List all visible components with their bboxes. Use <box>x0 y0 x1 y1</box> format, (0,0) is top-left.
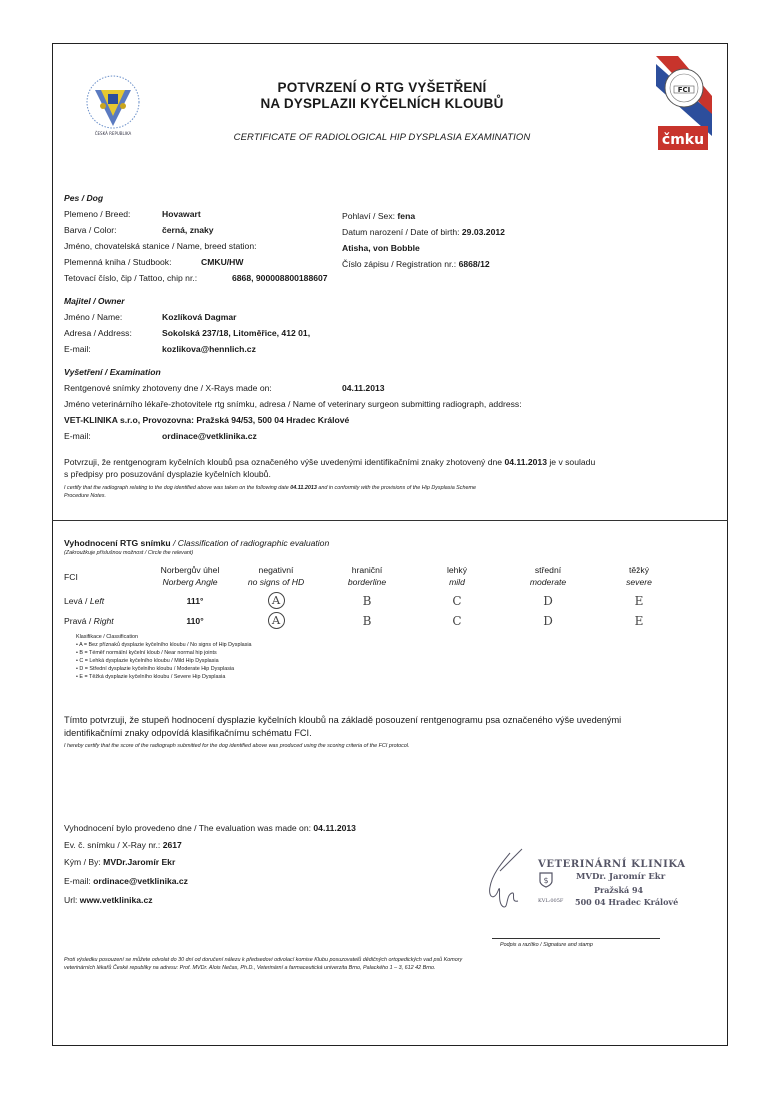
sex-label: Pohlaví / Sex: <box>342 211 396 221</box>
svg-text:ČESKÁ REPUBLIKA: ČESKÁ REPUBLIKA <box>94 131 132 136</box>
appeal-line1: Proti výsledku posouzení se můžete odvolat do 30 dní od doručení nálezu k předsedovi odvolací komise Klubu posuzovatelů dědičných ortopedických vad psů Komory <box>64 957 463 963</box>
evaluation-hint: (Zakroužkuje příslušnou možnost / Circle the relevant) <box>64 550 194 556</box>
owner-section-title: Majitel / Owner <box>64 296 125 306</box>
evaluation-made-date: 04.11.2013 <box>313 823 356 833</box>
grade-a-en: no signs of HD <box>247 577 305 587</box>
certify-line2: Procedure Notes. <box>64 493 106 499</box>
owner-address-value: Sokolská 237/18, Litoměřice, 412 01, <box>162 328 311 338</box>
classification-line: • D = Střední dysplazie kyčelního kloubu / Moderate Hip Dysplasia <box>76 666 235 672</box>
svg-text:čmku: čmku <box>661 132 705 148</box>
breed-label: Plemeno / Breed: <box>64 209 131 219</box>
breed-value: Hovawart <box>162 209 201 219</box>
owner-name-value: Kozlíková Dagmar <box>162 312 237 322</box>
footer-email: E-mail: ordinace@vetklinika.cz <box>64 876 188 886</box>
confirm-line2: s předpisy pro posuzování dysplazie kyčelních kloubů. <box>64 469 271 479</box>
stamp-street: Pražská 94 <box>594 885 644 895</box>
col-angle-cz: Norbergův úhel <box>160 565 220 575</box>
classification-line: • E = Těžká dysplazie kyčelního kloubu / Severe Hip Dysplasia <box>76 674 226 680</box>
exam-email-label: E-mail: <box>64 431 91 441</box>
classification-line: • C = Lehká dysplazie kyčelního kloubu / Mild Hip Dysplasia <box>76 658 219 664</box>
grade-b-en: borderline <box>347 577 387 587</box>
reg-label: Číslo zápisu / Registration nr.: <box>342 259 457 269</box>
grade-a-cz: negativní <box>258 565 294 575</box>
certify-line1: I certify that the radiograph relating to the dog identified above was taken on the following date 04.11.2013 and in conformity with the provisions of the Hip Dysplasia Scheme <box>64 485 476 491</box>
right-grade-e[interactable]: E <box>634 614 644 628</box>
stamp-doctor: MVDr. Jaromír Ekr <box>576 872 666 882</box>
confirm-date: 04.11.2013 <box>504 457 547 467</box>
grade-e-cz: těžký <box>628 565 650 575</box>
exam-email-value: ordinace@vetklinika.cz <box>162 431 257 441</box>
owner-email-value: kozlikova@hennlich.cz <box>162 344 256 354</box>
classification-title: Klasifikace / Classification <box>76 634 139 640</box>
right-angle: 110° <box>186 616 204 626</box>
dob-label: Datum narození / Date of birth: <box>342 227 460 237</box>
owner-name-label: Jméno / Name: <box>64 312 123 322</box>
xray-made-label: Rentgenové snímky zhotoveny dne / X-Rays made on: <box>64 383 272 393</box>
dog-section-title: Pes / Dog <box>64 193 104 203</box>
confirm-line1: Potvrzuji, že rentgenogram kyčelních kloubů psa označeného výše uvedenými identifikačními znaky zhotovený dne 04.11.2013 je v souladu <box>64 457 596 467</box>
signature-label: Podpis a razítko / Signature and stamp <box>500 942 593 948</box>
stamp-clinic: VETERINÁRNÍ KLINIKA <box>538 859 686 870</box>
title-en: CERTIFICATE OF RADIOLOGICAL HIP DYSPLASIA EXAMINATION <box>233 132 531 143</box>
color-value: černá, znaky <box>162 225 214 235</box>
left-grade-e[interactable]: E <box>634 594 644 608</box>
grade-d-cz: střední <box>534 565 562 575</box>
statement-en: I hereby certify that the score of the radiograph submitted for the dog identified above was produced using the scoring criteria of the FCI protocol. <box>64 743 410 749</box>
tattoo-value: 6868, 900008800188607 <box>232 273 328 283</box>
left-grade-c[interactable]: C <box>452 594 462 608</box>
vet-label: Jméno veterinárního lékaře-zhotovitele rtg snímku, adresa / Name of veterinary surgeon submitting radiograph, address: <box>64 399 522 409</box>
svg-text:$: $ <box>543 876 549 885</box>
name-value: Atisha, von Bobble <box>342 243 420 253</box>
evaluation-made: Vyhodnocení bylo provedeno dne / The evaluation was made on: 04.11.2013 <box>64 823 356 833</box>
classification-line: • B = Téměř normální kyčelní kloub / Near normal hip joints <box>76 650 217 656</box>
studbook-label: Plemenná kniha / Studbook: <box>64 257 172 267</box>
classification-line: • A = Bez příznaků dysplazie kyčelního kloubu / No signs of Hip Dysplasia <box>76 642 252 648</box>
footer-url: Url: www.vetklinika.cz <box>64 895 153 905</box>
title-cz-line1: POTVRZENÍ O RTG VYŠETŘENÍ <box>277 80 487 95</box>
right-grade-a: A <box>236 611 316 629</box>
owner-email-label: E-mail: <box>64 344 91 354</box>
xray-number: Ev. č. snímku / X-Ray nr.: 2617 <box>64 840 182 850</box>
appeal-line2: veterinárních lékařů České republiky na adresu: Prof. MVDr. Alois Nečas, Ph.D., Veterinární a farmaceutická univerzita Brno, Palackého 1 – 3, 612 42 Brno. <box>64 965 436 971</box>
exam-section-title: Vyšetření / Examination <box>64 367 161 377</box>
evaluated-by: Kým / By: MVDr.Jaromír Ekr <box>64 857 176 867</box>
col-fci: FCI <box>64 572 78 582</box>
section-divider <box>52 520 728 521</box>
right-grade-b[interactable]: B <box>362 614 372 628</box>
certify-date: 04.11.2013 <box>290 485 317 491</box>
right-grade-d[interactable]: D <box>543 614 553 628</box>
left-label: Levá / Left <box>64 596 105 606</box>
statement-cz-line1: Tímto potvrzuji, že stupeň hodnocení dysplazie kyčelních kloubů na základě posouzení rentgenogramu psa označeného výše uvedenými <box>64 715 622 725</box>
xray-made-date: 04.11.2013 <box>342 383 385 393</box>
dob-value: 29.03.2012 <box>461 227 505 237</box>
left-grade-d[interactable]: D <box>543 594 553 608</box>
left-grade-b[interactable]: B <box>362 594 372 608</box>
col-angle-en: Norberg Angle <box>162 577 218 587</box>
grade-c-cz: lehký <box>446 565 468 575</box>
clinic-shield-icon <box>539 872 553 888</box>
title-cz-line2: NA DYSPLAZII KYČELNÍCH KLOUBŮ <box>260 96 504 111</box>
name-label: Jméno, chovatelská stanice / Name, breed station: <box>64 241 257 251</box>
owner-address-label: Adresa / Address: <box>64 328 132 338</box>
grade-b-cz: hraniční <box>351 565 383 575</box>
grade-d-en: moderate <box>529 577 567 587</box>
stamp-city: 500 04 Hradec Králové <box>575 897 679 907</box>
left-angle: 111° <box>186 596 204 606</box>
grade-e-en: severe <box>626 577 652 587</box>
vet-value: VET-KLINIKA s.r.o, Provozovna: Pražská 94/53, 500 04 Hradec Králové <box>64 415 350 425</box>
studbook-value: CMKU/HW <box>201 257 244 267</box>
color-label: Barva / Color: <box>64 225 117 235</box>
svg-text:FCI: FCI <box>677 86 691 94</box>
stamp-code: KVL:005F <box>538 898 564 904</box>
evaluation-title: Vyhodnocení RTG snímku / Classification of radiographic evaluation <box>64 538 330 548</box>
grade-c-en: mild <box>449 577 465 587</box>
right-grade-c[interactable]: C <box>452 614 462 628</box>
statement-cz-line2: identifikačními znaky odpovídá klasifikačnímu schématu FCI. <box>64 728 312 738</box>
right-label: Pravá / Right <box>64 616 114 626</box>
signature-line <box>492 938 660 939</box>
left-grade-a: A <box>236 591 316 609</box>
tattoo-label: Tetovací číslo, čip / Tattoo, chip nr.: <box>64 273 198 283</box>
sex-value: fena <box>397 211 416 221</box>
signature-icon <box>470 845 540 915</box>
reg-value: 6868/12 <box>458 259 490 269</box>
